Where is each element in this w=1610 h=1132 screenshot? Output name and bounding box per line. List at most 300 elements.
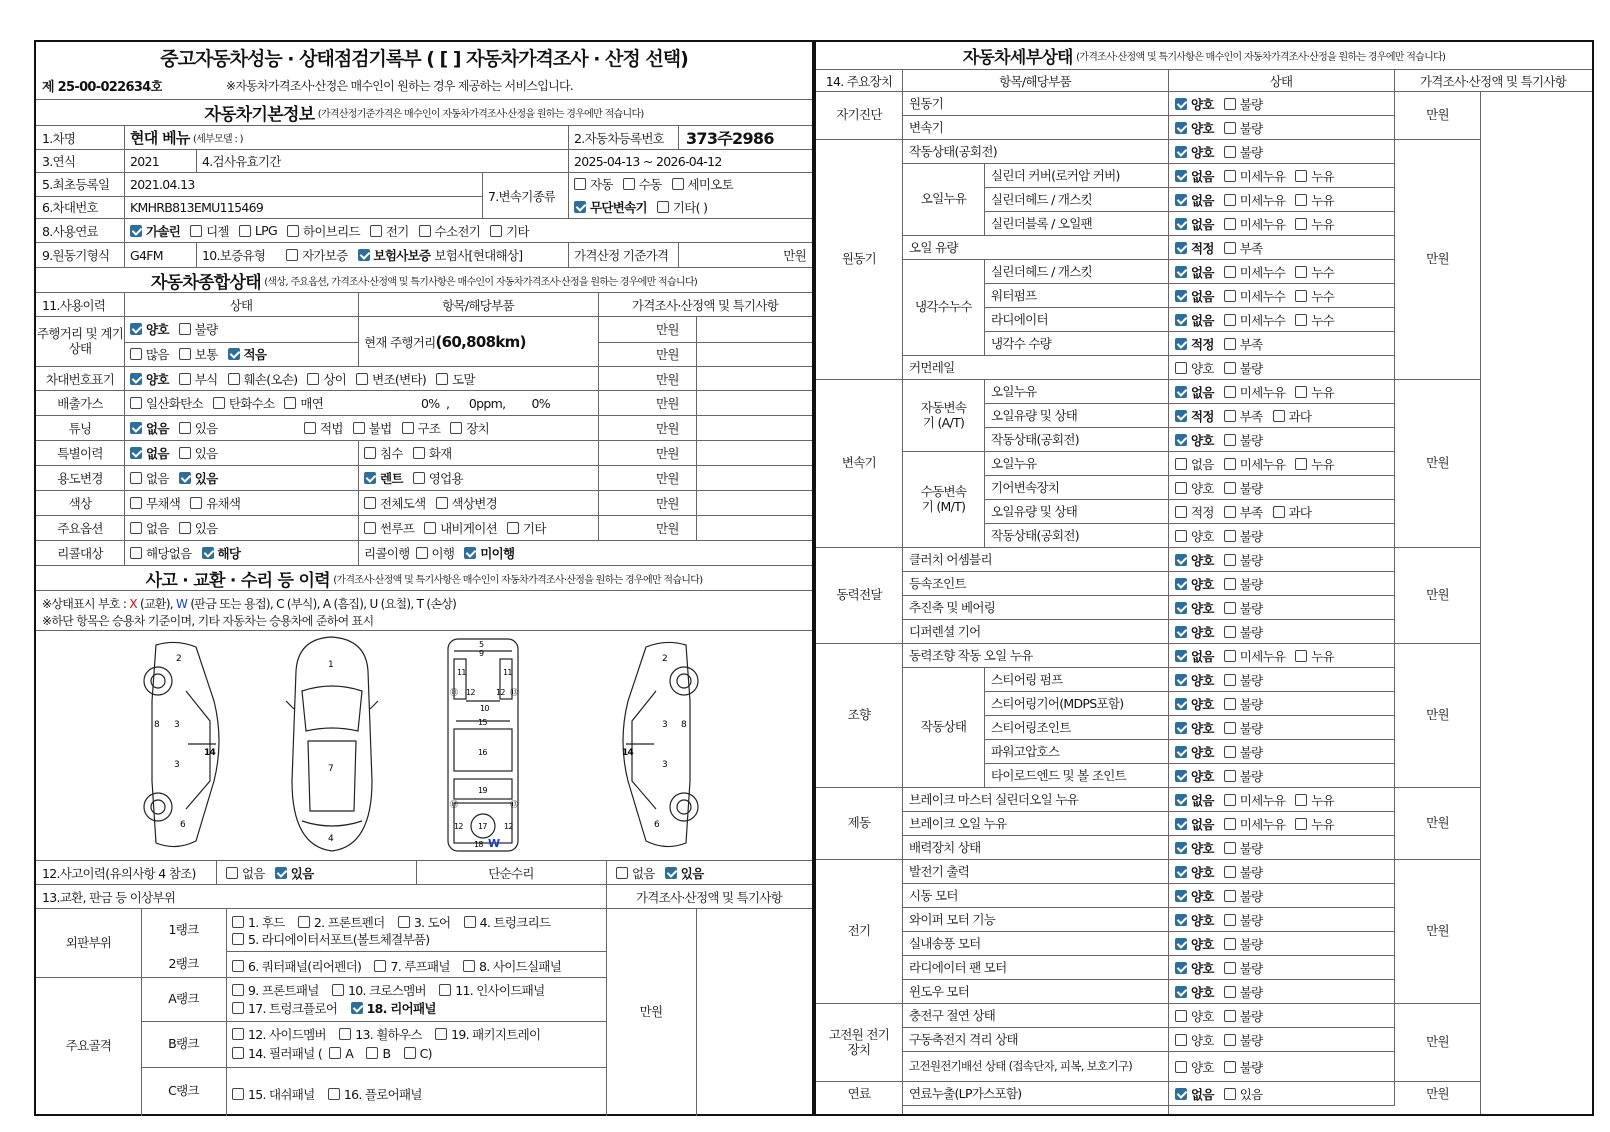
checkbox[interactable] (284, 397, 296, 409)
checkbox-checked[interactable] (1175, 866, 1187, 878)
fuel-electric-option[interactable]: 전기 (370, 222, 409, 240)
checkbox-checked[interactable] (1175, 386, 1187, 398)
checkbox[interactable] (232, 1002, 244, 1014)
state-option[interactable] (1224, 959, 1263, 977)
state-option[interactable] (1175, 791, 1214, 809)
checkbox[interactable] (130, 547, 142, 559)
recall-done-option[interactable]: 이행 (416, 544, 455, 562)
checkbox[interactable] (1224, 914, 1236, 926)
state-option[interactable] (1175, 887, 1214, 905)
checkbox[interactable] (179, 373, 191, 385)
checkbox[interactable] (1224, 1034, 1236, 1046)
checkbox[interactable] (1175, 530, 1187, 542)
checkbox[interactable] (1175, 1034, 1187, 1046)
color-achromatic-option[interactable]: 무채색 (130, 494, 180, 512)
option-yes-option[interactable]: 있음 (179, 519, 218, 537)
state-option[interactable] (1175, 959, 1214, 977)
checkbox[interactable] (239, 225, 251, 237)
checkbox-checked[interactable] (1175, 146, 1187, 158)
checkbox[interactable] (1224, 1010, 1236, 1022)
checkbox-checked[interactable] (130, 373, 142, 385)
checkbox[interactable] (130, 522, 142, 534)
state-option[interactable] (1175, 287, 1214, 305)
checkbox[interactable] (1224, 194, 1236, 206)
accident-none-option[interactable]: 없음 (226, 864, 265, 882)
checkbox-checked[interactable] (1175, 914, 1187, 926)
checkbox[interactable] (404, 1047, 416, 1059)
checkbox-checked[interactable] (1175, 650, 1187, 662)
option-sunroof-option[interactable]: 썬루프 (364, 519, 414, 537)
checkbox-checked[interactable] (1175, 746, 1187, 758)
checkbox[interactable] (1175, 1010, 1187, 1022)
state-option[interactable] (1224, 911, 1263, 929)
fuel-other-option[interactable]: 기타 (490, 222, 529, 240)
state-option[interactable] (1175, 767, 1214, 785)
checkbox-checked[interactable] (1175, 626, 1187, 638)
state-option[interactable] (1224, 1007, 1263, 1025)
tuning-yes-option[interactable]: 있음 (179, 419, 218, 437)
checkbox[interactable] (1224, 530, 1236, 542)
fuel-diesel-option[interactable]: 디젤 (190, 222, 229, 240)
checkbox[interactable] (1224, 146, 1236, 158)
checkbox[interactable] (1224, 602, 1236, 614)
state-option[interactable] (1175, 143, 1214, 161)
checkbox[interactable] (413, 472, 425, 484)
checkbox[interactable] (304, 422, 316, 434)
part-trunkfloor-option[interactable]: 17. 트렁크플로어 (232, 999, 337, 1017)
checkbox-checked[interactable] (1175, 434, 1187, 446)
checkbox-checked[interactable] (464, 547, 476, 559)
checkbox[interactable] (1224, 626, 1236, 638)
state-option[interactable] (1224, 119, 1263, 137)
part-radiator-support-option[interactable]: 5. 라디에이터서포트(볼트체결부품) (232, 930, 429, 948)
special-none-option[interactable]: 없음 (130, 444, 169, 462)
part-pillar-c-option[interactable]: C) (404, 1046, 432, 1061)
checkbox[interactable] (616, 867, 628, 879)
state-option[interactable] (1224, 455, 1286, 473)
checkbox-checked[interactable] (665, 867, 677, 879)
vin-mark-differ-option[interactable]: 상이 (307, 370, 346, 388)
state-option[interactable] (1224, 143, 1263, 161)
option-other-option[interactable]: 기타 (507, 519, 546, 537)
tuning-none-option[interactable]: 없음 (130, 419, 169, 437)
tuning-illegal-option[interactable]: 불법 (353, 419, 392, 437)
checkbox-checked[interactable] (1175, 794, 1187, 806)
special-flood-option[interactable]: 침수 (364, 444, 403, 462)
state-option[interactable] (1273, 503, 1312, 521)
checkbox[interactable] (232, 916, 244, 928)
warranty-insurance-option[interactable]: 보험사보증 (358, 246, 431, 264)
part-crossmember-option[interactable]: 10. 크로스멤버 (332, 981, 426, 999)
recall-na-option[interactable]: 해당없음 (130, 544, 192, 562)
checkbox-checked[interactable] (1175, 890, 1187, 902)
checkbox[interactable] (1224, 698, 1236, 710)
checkbox[interactable] (1295, 314, 1307, 326)
state-option[interactable] (1224, 839, 1263, 857)
checkbox[interactable] (1224, 674, 1236, 686)
vin-mark-alter-option[interactable]: 변조(변타) (356, 370, 426, 388)
checkbox[interactable] (1224, 386, 1236, 398)
checkbox[interactable] (1224, 938, 1236, 950)
state-option[interactable] (1175, 479, 1214, 497)
state-option[interactable] (1224, 95, 1263, 113)
state-option[interactable] (1224, 167, 1286, 185)
state-option[interactable] (1175, 167, 1214, 185)
tuning-structure-option[interactable]: 구조 (402, 419, 441, 437)
state-option[interactable] (1175, 359, 1214, 377)
color-fullpaint-option[interactable]: 전체도색 (364, 494, 426, 512)
option-none-option[interactable]: 없음 (130, 519, 169, 537)
checkbox[interactable] (1224, 986, 1236, 998)
checkbox[interactable] (1295, 794, 1307, 806)
state-option[interactable] (1295, 287, 1334, 305)
checkbox[interactable] (1295, 650, 1307, 662)
state-option[interactable] (1295, 191, 1334, 209)
state-option[interactable] (1224, 239, 1263, 257)
state-option[interactable] (1175, 671, 1214, 689)
checkbox[interactable] (298, 916, 310, 928)
checkbox[interactable] (1224, 722, 1236, 734)
state-option[interactable] (1224, 503, 1263, 521)
checkbox[interactable] (398, 916, 410, 928)
part-rearpanel-option[interactable]: 18. 리어패널 (351, 999, 436, 1017)
checkbox-checked[interactable] (1175, 674, 1187, 686)
state-option[interactable] (1175, 599, 1214, 617)
state-option[interactable] (1224, 191, 1286, 209)
checkbox[interactable] (1175, 458, 1187, 470)
state-option[interactable] (1175, 383, 1214, 401)
checkbox-checked[interactable] (1175, 410, 1187, 422)
state-option[interactable] (1295, 647, 1334, 665)
state-option[interactable] (1224, 263, 1286, 281)
checkbox[interactable] (1295, 266, 1307, 278)
checkbox[interactable] (1224, 890, 1236, 902)
checkbox[interactable] (356, 373, 368, 385)
state-option[interactable] (1224, 719, 1263, 737)
checkbox[interactable] (232, 1047, 244, 1059)
checkbox[interactable] (328, 1088, 340, 1100)
checkbox[interactable] (232, 1028, 244, 1040)
checkbox-checked[interactable] (1175, 1088, 1187, 1100)
accident-yes-option[interactable]: 있음 (275, 864, 314, 882)
checkbox-checked[interactable] (1175, 554, 1187, 566)
vin-mark-good-option[interactable]: 양호 (130, 370, 169, 388)
state-option[interactable] (1224, 599, 1263, 617)
vin-mark-corrosion-option[interactable]: 부식 (179, 370, 218, 388)
mileage-high-option[interactable]: 많음 (130, 345, 169, 363)
checkbox[interactable] (339, 1028, 351, 1040)
state-option[interactable] (1175, 983, 1214, 1001)
checkbox[interactable] (439, 984, 451, 996)
checkbox[interactable] (130, 397, 142, 409)
checkbox[interactable] (364, 497, 376, 509)
checkbox-checked[interactable] (1175, 986, 1187, 998)
state-option[interactable] (1175, 503, 1214, 521)
state-option[interactable] (1224, 431, 1263, 449)
state-option[interactable] (1224, 935, 1263, 953)
checkbox[interactable] (490, 225, 502, 237)
part-floorpanel-option[interactable]: 16. 플로어패널 (328, 1085, 422, 1103)
color-chromatic-option[interactable]: 유채색 (190, 494, 240, 512)
checkbox[interactable] (364, 522, 376, 534)
vin-mark-damage-option[interactable]: 훼손(오손) (228, 370, 298, 388)
purpose-yes-option[interactable]: 있음 (179, 469, 218, 487)
state-option[interactable] (1224, 311, 1286, 329)
state-option[interactable] (1224, 575, 1263, 593)
checkbox[interactable] (1224, 242, 1236, 254)
checkbox-checked[interactable] (1175, 218, 1187, 230)
checkbox-checked[interactable] (130, 225, 142, 237)
part-door-option[interactable]: 3. 도어 (398, 913, 451, 931)
checkbox[interactable] (226, 867, 238, 879)
part-wheelhouse-option[interactable]: 13. 휠하우스 (339, 1025, 422, 1043)
part-frontpanel-option[interactable]: 9. 프론트패널 (232, 981, 319, 999)
checkbox[interactable] (213, 397, 225, 409)
checkbox[interactable] (1175, 482, 1187, 494)
part-sidesill-option[interactable]: 8. 사이드실패널 (463, 957, 561, 975)
state-option[interactable] (1224, 863, 1263, 881)
mileage-low-option[interactable]: 적음 (228, 345, 267, 363)
fuel-gasoline-option[interactable]: 가솔린 (130, 222, 180, 240)
checkbox[interactable] (1224, 962, 1236, 974)
state-option[interactable] (1175, 911, 1214, 929)
state-option[interactable] (1175, 335, 1214, 353)
state-option[interactable] (1224, 767, 1263, 785)
checkbox[interactable] (1295, 386, 1307, 398)
checkbox[interactable] (464, 916, 476, 928)
checkbox[interactable] (332, 984, 344, 996)
state-option[interactable] (1175, 455, 1214, 473)
state-option[interactable] (1295, 791, 1334, 809)
part-packagetray-option[interactable]: 19. 패키지트레이 (435, 1025, 540, 1043)
state-option[interactable] (1224, 1058, 1263, 1076)
emission-smoke-option[interactable]: 매연 (284, 394, 323, 412)
emission-hc-option[interactable]: 탄화수소 (213, 394, 275, 412)
checkbox[interactable] (419, 225, 431, 237)
state-option[interactable] (1295, 263, 1334, 281)
checkbox[interactable] (232, 960, 244, 972)
tuning-device-option[interactable]: 장치 (450, 419, 489, 437)
state-option[interactable] (1295, 815, 1334, 833)
checkbox-checked[interactable] (179, 472, 191, 484)
checkbox[interactable] (623, 178, 635, 190)
state-option[interactable] (1175, 815, 1214, 833)
state-option[interactable] (1175, 647, 1214, 665)
state-option[interactable] (1175, 1031, 1214, 1049)
part-pillar-option[interactable]: 14. 필러패널 ( (232, 1044, 322, 1062)
state-option[interactable] (1175, 1058, 1214, 1076)
checkbox[interactable] (232, 1088, 244, 1100)
checkbox[interactable] (413, 447, 425, 459)
purpose-none-option[interactable]: 없음 (130, 469, 169, 487)
state-option[interactable] (1224, 1031, 1263, 1049)
state-option[interactable] (1224, 383, 1286, 401)
part-dashpanel-option[interactable]: 15. 대쉬패널 (232, 1085, 315, 1103)
trans-manual-option[interactable]: 수동 (623, 175, 662, 193)
checkbox[interactable] (436, 373, 448, 385)
checkbox[interactable] (1295, 458, 1307, 470)
state-option[interactable] (1175, 239, 1214, 257)
checkbox-checked[interactable] (1175, 242, 1187, 254)
state-option[interactable] (1224, 671, 1263, 689)
checkbox[interactable] (1224, 866, 1236, 878)
checkbox-checked[interactable] (1175, 962, 1187, 974)
checkbox[interactable] (370, 225, 382, 237)
checkbox[interactable] (130, 472, 142, 484)
state-option[interactable] (1175, 743, 1214, 761)
checkbox[interactable] (190, 497, 202, 509)
state-option[interactable] (1175, 863, 1214, 881)
option-navi-option[interactable]: 내비게이션 (424, 519, 497, 537)
state-option[interactable] (1224, 527, 1263, 545)
recall-notdone-option[interactable]: 미이행 (464, 544, 514, 562)
checkbox-checked[interactable] (351, 1002, 363, 1014)
checkbox[interactable] (179, 422, 191, 434)
checkbox[interactable] (672, 178, 684, 190)
checkbox-checked[interactable] (275, 867, 287, 879)
checkbox[interactable] (329, 1047, 341, 1059)
state-option[interactable] (1224, 1085, 1263, 1103)
checkbox[interactable] (353, 422, 365, 434)
checkbox-checked[interactable] (130, 422, 142, 434)
checkbox[interactable] (1224, 338, 1236, 350)
part-insidepanel-option[interactable]: 11. 인사이드패널 (439, 981, 544, 999)
checkbox[interactable] (1224, 578, 1236, 590)
checkbox-checked[interactable] (1175, 602, 1187, 614)
checkbox[interactable] (436, 497, 448, 509)
checkbox[interactable] (307, 373, 319, 385)
trans-other-option[interactable]: 기타( ) (657, 198, 707, 216)
checkbox[interactable] (450, 422, 462, 434)
checkbox-checked[interactable] (358, 249, 370, 261)
mileage-normal-option[interactable]: 보통 (179, 345, 218, 363)
trans-semi-option[interactable]: 세미오토 (672, 175, 734, 193)
emission-co-option[interactable]: 일산화탄소 (130, 394, 203, 412)
checkbox[interactable] (463, 960, 475, 972)
special-fire-option[interactable]: 화재 (413, 444, 452, 462)
checkbox-checked[interactable] (1175, 722, 1187, 734)
state-option[interactable] (1224, 335, 1263, 353)
checkbox-checked[interactable] (364, 472, 376, 484)
checkbox[interactable] (1224, 770, 1236, 782)
part-roof-option[interactable]: 7. 루프패널 (374, 957, 449, 975)
checkbox[interactable] (1273, 410, 1285, 422)
checkbox[interactable] (374, 960, 386, 972)
checkbox-checked[interactable] (202, 547, 214, 559)
checkbox[interactable] (1295, 290, 1307, 302)
state-option[interactable] (1175, 311, 1214, 329)
checkbox-checked[interactable] (1175, 698, 1187, 710)
state-option[interactable] (1224, 215, 1286, 233)
checkbox-checked[interactable] (1175, 578, 1187, 590)
state-option[interactable] (1224, 791, 1286, 809)
checkbox[interactable] (1273, 506, 1285, 518)
purpose-rent-option[interactable]: 렌트 (364, 469, 403, 487)
checkbox[interactable] (228, 373, 240, 385)
state-option[interactable] (1175, 191, 1214, 209)
state-option[interactable] (1224, 479, 1263, 497)
state-option[interactable] (1175, 575, 1214, 593)
checkbox-checked[interactable] (1175, 170, 1187, 182)
state-option[interactable] (1175, 119, 1214, 137)
checkbox[interactable] (1224, 818, 1236, 830)
checkbox[interactable] (190, 225, 202, 237)
checkbox[interactable] (574, 178, 586, 190)
mileage-bad-option[interactable]: 불량 (179, 320, 218, 338)
checkbox[interactable] (1224, 746, 1236, 758)
checkbox[interactable] (364, 447, 376, 459)
state-option[interactable] (1224, 407, 1263, 425)
checkbox[interactable] (1175, 362, 1187, 374)
state-option[interactable] (1175, 935, 1214, 953)
fuel-lpg-option[interactable]: LPG (239, 223, 277, 238)
state-option[interactable] (1175, 95, 1214, 113)
checkbox[interactable] (366, 1047, 378, 1059)
checkbox[interactable] (232, 984, 244, 996)
state-option[interactable] (1175, 263, 1214, 281)
state-option[interactable] (1224, 695, 1263, 713)
state-option[interactable] (1175, 551, 1214, 569)
checkbox[interactable] (507, 522, 519, 534)
checkbox-checked[interactable] (1175, 122, 1187, 134)
checkbox[interactable] (1295, 218, 1307, 230)
checkbox[interactable] (435, 1028, 447, 1040)
tuning-legal-option[interactable]: 적법 (304, 419, 343, 437)
checkbox-checked[interactable] (1175, 314, 1187, 326)
checkbox[interactable] (424, 522, 436, 534)
checkbox[interactable] (179, 522, 191, 534)
mileage-good-option[interactable]: 양호 (130, 320, 169, 338)
checkbox-checked[interactable] (1175, 842, 1187, 854)
part-fender-option[interactable]: 2. 프론트펜더 (298, 913, 385, 931)
state-option[interactable] (1224, 359, 1263, 377)
checkbox[interactable] (1224, 98, 1236, 110)
state-option[interactable] (1295, 383, 1334, 401)
state-option[interactable] (1273, 407, 1312, 425)
part-hood-option[interactable]: 1. 후드 (232, 913, 285, 931)
checkbox[interactable] (1224, 218, 1236, 230)
state-option[interactable] (1224, 983, 1263, 1001)
state-option[interactable] (1224, 815, 1286, 833)
checkbox[interactable] (1224, 410, 1236, 422)
state-option[interactable] (1295, 455, 1334, 473)
vin-mark-smear-option[interactable]: 도말 (436, 370, 475, 388)
fuel-hydrogen-option[interactable]: 수소전기 (419, 222, 481, 240)
checkbox[interactable] (179, 348, 191, 360)
special-yes-option[interactable]: 있음 (179, 444, 218, 462)
checkbox[interactable] (1224, 506, 1236, 518)
checkbox-checked[interactable] (130, 323, 142, 335)
purpose-business-option[interactable]: 영업용 (413, 469, 463, 487)
checkbox[interactable] (1224, 122, 1236, 134)
checkbox-checked[interactable] (1175, 770, 1187, 782)
checkbox[interactable] (1224, 458, 1236, 470)
checkbox-checked[interactable] (1175, 266, 1187, 278)
checkbox[interactable] (1224, 1088, 1236, 1100)
state-option[interactable] (1224, 743, 1263, 761)
state-option[interactable] (1224, 287, 1286, 305)
checkbox[interactable] (179, 447, 191, 459)
state-option[interactable] (1224, 647, 1286, 665)
part-pillar-b-option[interactable]: B (366, 1046, 390, 1061)
checkbox[interactable] (1224, 362, 1236, 374)
checkbox-checked[interactable] (1175, 338, 1187, 350)
checkbox[interactable] (1224, 290, 1236, 302)
checkbox[interactable] (179, 323, 191, 335)
part-sidemember-option[interactable]: 12. 사이드멤버 (232, 1025, 326, 1043)
state-option[interactable] (1175, 431, 1214, 449)
repair-yes-option[interactable]: 있음 (665, 864, 704, 882)
